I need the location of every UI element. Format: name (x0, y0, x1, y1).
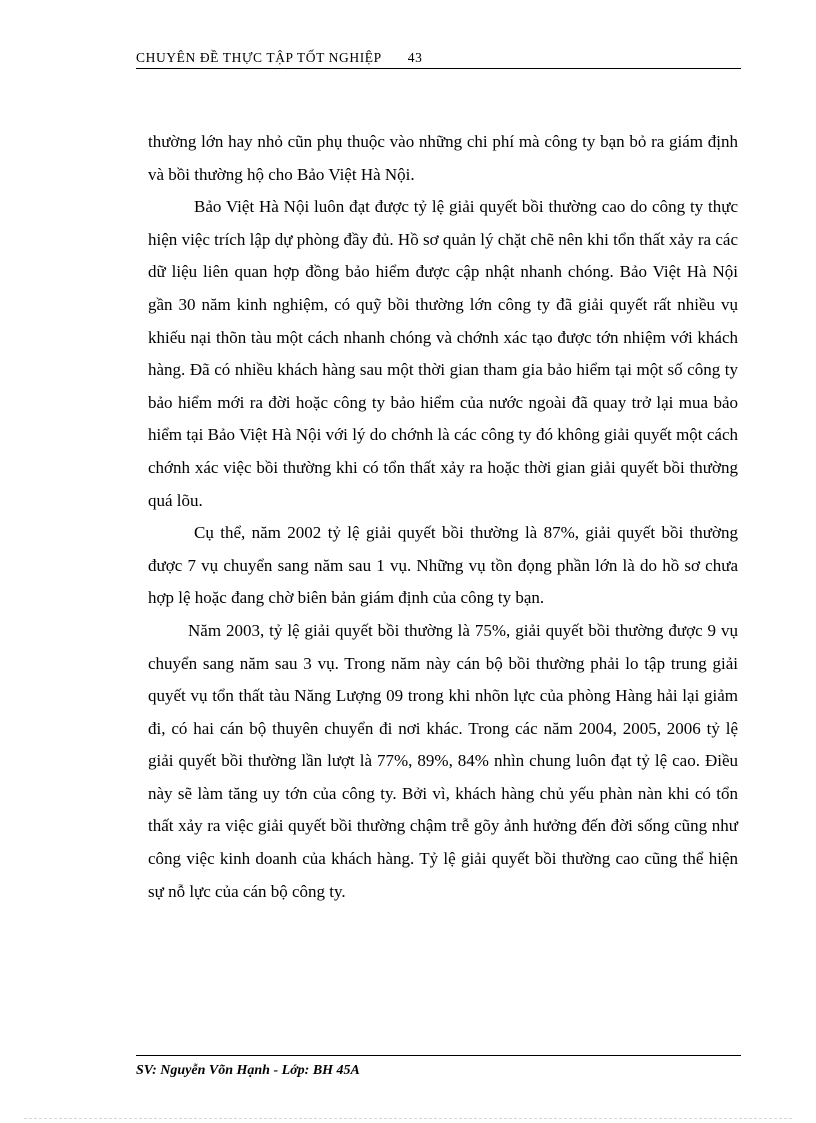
header-title: CHUYÊN ĐỀ THỰC TẬP TỐT NGHIỆP (136, 50, 382, 65)
paragraph-2003: Năm 2003, tỷ lệ giải quyết bồi thường là 75%, giải quyết bồi thường được 9 vụ chuyển sang năm sau 3 vụ. Trong năm này cán bộ bồi thường phải lo tập trung giải quyết vụ tổn thất tàu Năng Lượng 09 trong khi nhõn lực của phòng Hàng hải lại giảm đi, có hai cán bộ thuyên chuyển đi nơi khác. Trong các năm 2004, 2005, 2006 tỷ lệ giải quyết bồi thường lần lượt là 77%, 89%, 84% nhìn chung luôn đạt tỷ lệ cao. Điều này sẽ làm tăng uy tớn của công ty. Bởi vì, khách hàng chủ yếu phàn nàn khi có tổn thất xảy ra việc giải quyết bồi thường chậm trễ gõy ảnh hưởng đến đời sống cũng như công việc kinh doanh của khách hàng. Tỷ lệ giải quyết bồi thường cao cũng thể hiện sự nỗ lực của cán bộ công ty. (148, 620, 738, 901)
page-footer: SV: Nguyễn Võn Hạnh - Lớp: BH 45A (136, 1063, 360, 1078)
paragraph-2002: Cụ thể, năm 2002 tỷ lệ giải quyết bồi thường là 87%, giải quyết bồi thường được 7 vụ chuyển sang năm sau 1 vụ. Những vụ tồn đọng phần lớn là do hồ sơ chưa hợp lệ hoặc đang chờ biên bản giám định của công ty bạn. (148, 523, 738, 608)
footer-divider (136, 1055, 741, 1056)
page-header (136, 48, 741, 69)
page-number: 43 (407, 50, 423, 65)
document-body (148, 126, 738, 908)
page-bottom-edge (24, 1118, 792, 1119)
paragraph-claims-rate: Bảo Việt Hà Nội luôn đạt được tỷ lệ giải quyết bồi thường cao do công ty thực hiện việc trích lập dự phòng đầy đủ. Hồ sơ quản lý chặt chẽ nên khi tổn thất xảy ra các dữ liệu liên quan hợp đồng bảo hiểm được cập nhật nhanh chóng. Bảo Việt Hà Nội gần 30 năm kinh nghiệm, có quỹ bồi thường lớn công ty đã giải quyết rất nhiều vụ khiếu nại thõn tàu một cách nhanh chóng và chớnh xác tạo được tớn nhiệm với khách hàng. Đã có nhiều khách hàng sau một thời gian tham gia bảo hiểm tại một số công ty bảo hiểm mới ra đời hoặc công ty bảo hiểm của nước ngoài đã quay trở lại mua bảo hiểm tại Bảo Việt Hà Nội với lý do chớnh là các công ty đó không giải quyết một cách chớnh xác việc bồi thường khi có tổn thất xảy ra hoặc thời gian giải quyết bồi thường quá lõu. (148, 197, 738, 510)
paragraph-continuation: thường lớn hay nhỏ cũn phụ thuộc vào những chi phí mà công ty bạn bỏ ra giám định và bồi thường hộ cho Bảo Việt Hà Nội. (148, 132, 738, 184)
